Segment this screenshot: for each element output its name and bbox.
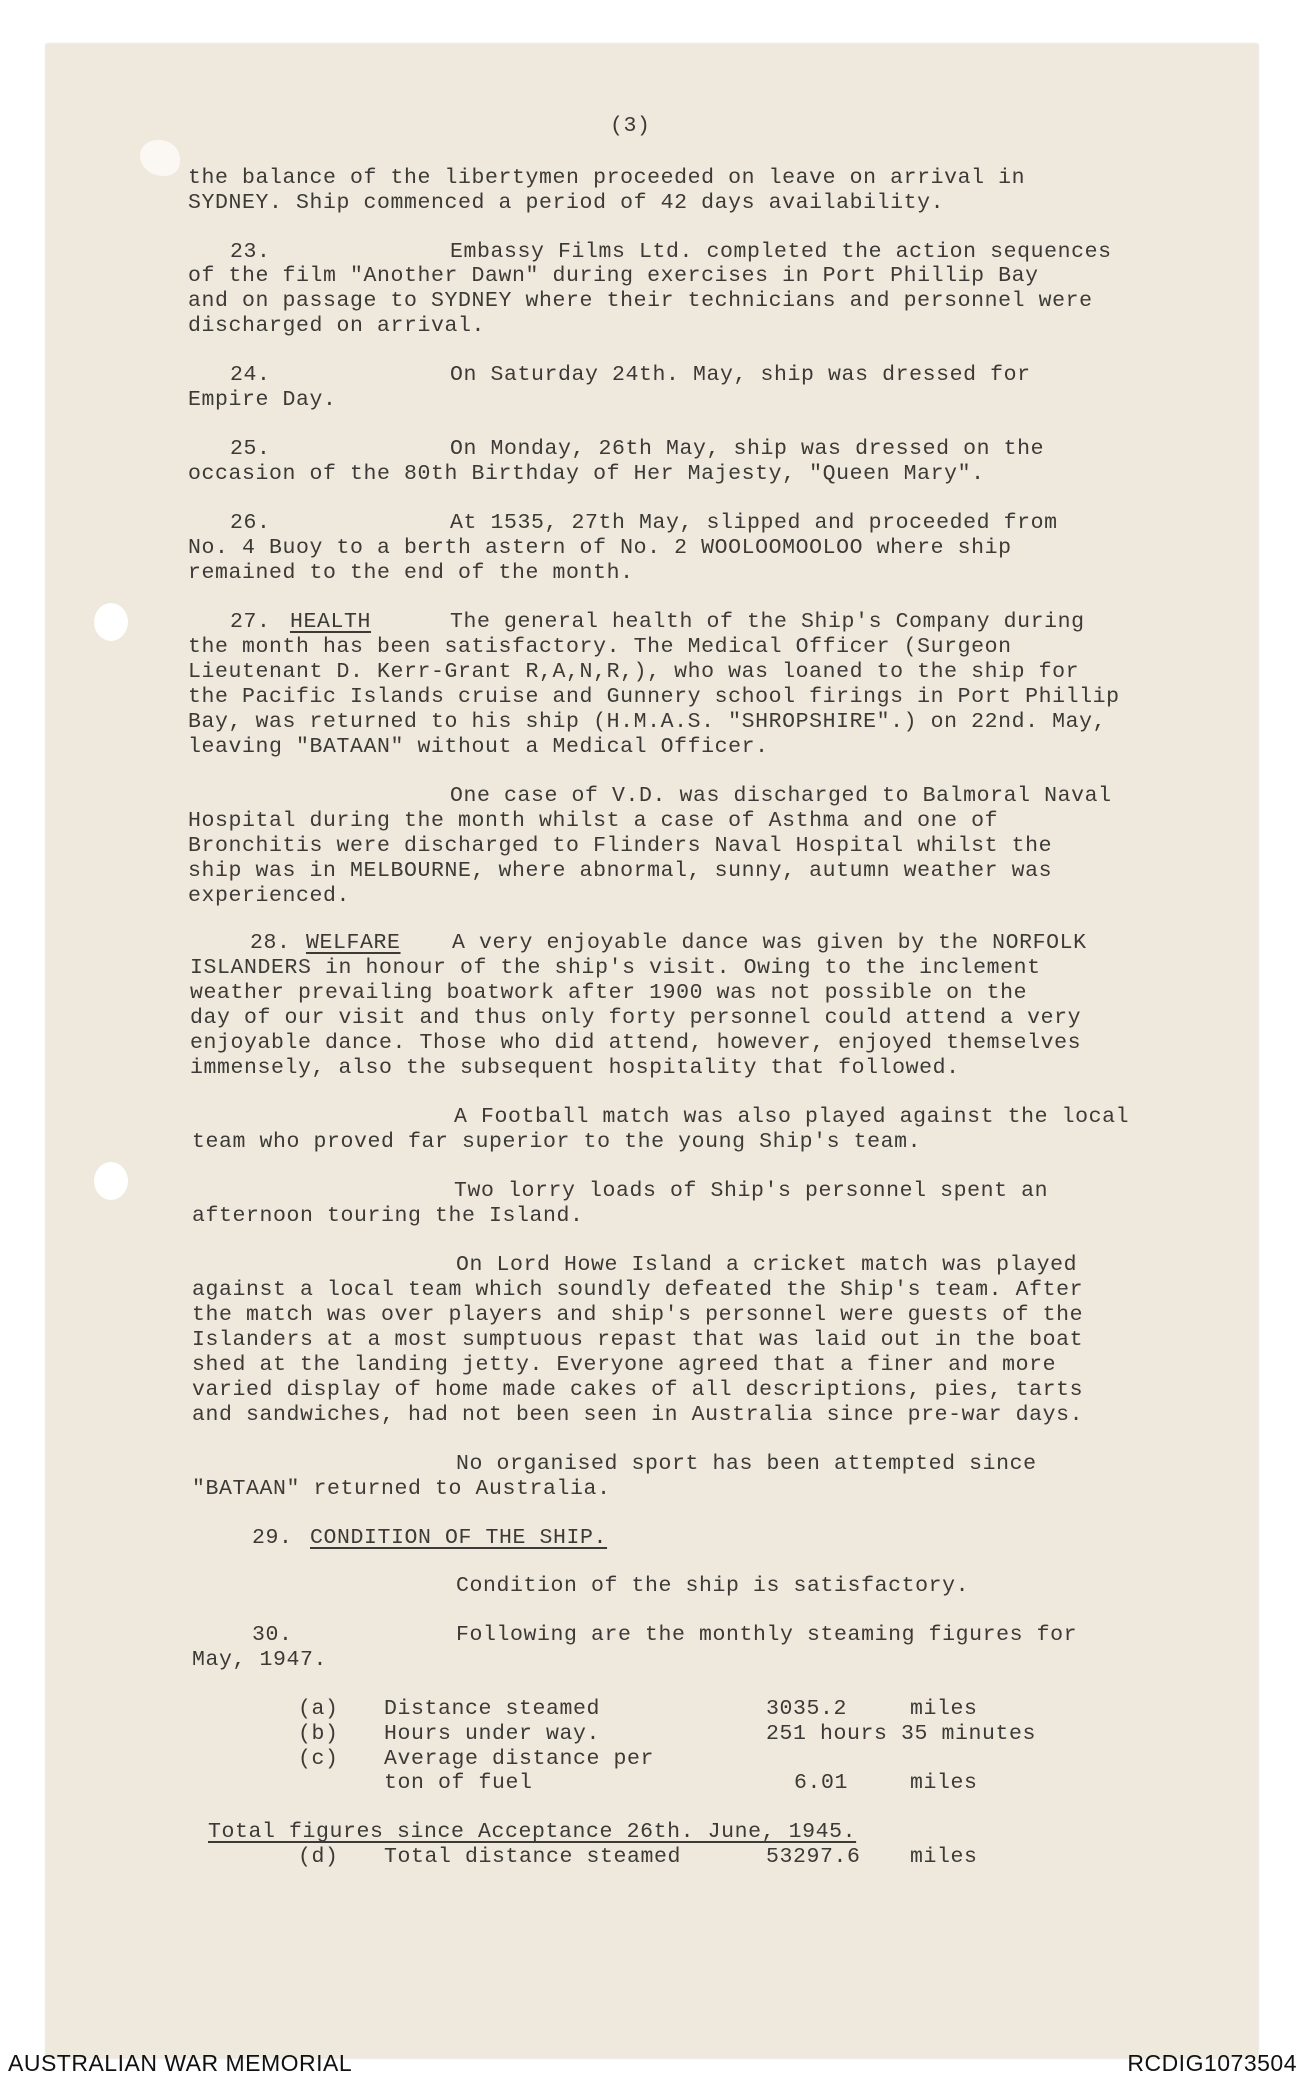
paragraph-number: 28. — [250, 931, 291, 955]
text-line: occasion of the 80th Birthday of Her Majesty, "Queen Mary". — [188, 462, 985, 486]
figure-value: 3035.2 — [766, 1697, 848, 1721]
text-line: remained to the end of the month. — [188, 561, 634, 585]
paragraph-number: 29. — [252, 1526, 293, 1550]
text-line: enjoyable dance. Those who did attend, however, enjoyed themselves — [190, 1031, 1082, 1055]
text-line: On Saturday 24th. May, ship was dressed for — [450, 363, 1031, 387]
text-line: May, 1947. — [192, 1648, 328, 1672]
list-marker: (a) — [298, 1697, 339, 1721]
figure-label: Total distance steamed — [384, 1845, 682, 1869]
text-line: A Football match was also played against the local — [454, 1105, 1130, 1129]
text-line: Condition of the ship is satisfactory. — [456, 1574, 970, 1598]
text-line: and on passage to SYDNEY where their technicians and personnel were — [188, 289, 1093, 313]
figure-label: Distance steamed — [384, 1697, 601, 1721]
text-line: Islanders at a most sumptuous repast that was laid out in the boat — [192, 1328, 1084, 1352]
text-line: No organised sport has been attempted since — [456, 1452, 1037, 1476]
paragraph-number: 23. — [230, 240, 271, 264]
text-line: varied display of home made cakes of all descriptions, pies, tarts — [192, 1378, 1084, 1402]
section-heading-health: HEALTH — [290, 610, 372, 634]
figure-label: ton of fuel — [384, 1771, 533, 1795]
text-line: Bronchitis were discharged to Flinders Naval Hospital whilst the — [188, 834, 1053, 858]
text-line: No. 4 Buoy to a berth astern of No. 2 WOOLOOMOOLOO where ship — [188, 536, 1012, 560]
text-line: Empire Day. — [188, 388, 337, 412]
text-line: Following are the monthly steaming figures for — [456, 1623, 1078, 1647]
text-line: "BATAAN" returned to Australia. — [192, 1477, 611, 1501]
text-line: experienced. — [188, 884, 351, 908]
text-line: and sandwiches, had not been seen in Australia since pre-war days. — [192, 1403, 1084, 1427]
text-line: weather prevailing boatwork after 1900 was not possible on the — [190, 981, 1028, 1005]
text-line: team who proved far superior to the young Ship's team. — [192, 1130, 922, 1154]
text-line: On Lord Howe Island a cricket match was played — [456, 1253, 1078, 1277]
footer-credit: AUSTRALIAN WAR MEMORIAL — [8, 2050, 353, 2076]
text-line: SYDNEY. Ship commenced a period of 42 days availability. — [188, 191, 945, 215]
text-line: shed at the landing jetty. Everyone agreed that a finer and more — [192, 1353, 1057, 1377]
text-line: Lieutenant D. Kerr-Grant R,A,N,R,), who was loaned to the ship for — [188, 660, 1080, 684]
text-line: Two lorry loads of Ship's personnel spent an — [454, 1179, 1049, 1203]
text-line: ship was in MELBOURNE, where abnormal, sunny, autumn weather was — [188, 859, 1053, 883]
list-marker: (d) — [298, 1845, 339, 1869]
footer-reference: RCDIG1073504 — [1127, 2050, 1297, 2076]
paragraph-number: 30. — [252, 1623, 293, 1647]
text-line: One case of V.D. was discharged to Balmoral Naval — [450, 784, 1112, 808]
figure-label: Hours under way. — [384, 1722, 601, 1746]
paragraph-number: 27. — [230, 610, 271, 634]
text-line: At 1535, 27th May, slipped and proceeded from — [450, 511, 1058, 535]
text-line: of the film "Another Dawn" during exercises in Port Phillip Bay — [188, 264, 1039, 288]
figure-value: 251 hours 35 minutes — [766, 1722, 1037, 1746]
figure-value: 6.01 — [794, 1771, 849, 1795]
punch-hole-top — [94, 603, 128, 641]
text-line: immensely, also the subsequent hospitality that followed. — [190, 1056, 960, 1080]
text-line: ISLANDERS in honour of the ship's visit. Owing to the inclement — [190, 956, 1041, 980]
text-line: Embassy Films Ltd. completed the action sequences — [450, 240, 1112, 264]
text-line: day of our visit and thus only forty personnel could attend a very — [190, 1006, 1082, 1030]
section-heading-condition: CONDITION OF THE SHIP. — [310, 1526, 608, 1550]
text-line: the Pacific Islands cruise and Gunnery school firings in Port Phillip — [188, 685, 1120, 709]
paragraph-number: 25. — [230, 437, 271, 461]
total-figures-heading: Total figures since Acceptance 26th. June, 1945. — [208, 1820, 857, 1844]
text-line: On Monday, 26th May, ship was dressed on the — [450, 437, 1045, 461]
paragraph-number: 24. — [230, 363, 271, 387]
text-line: Bay, was returned to his ship (H.M.A.S. "SHROPSHIRE".) on 22nd. May, — [188, 710, 1107, 734]
list-marker: (c) — [298, 1747, 339, 1771]
text-line: leaving "BATAAN" without a Medical Officer. — [188, 735, 769, 759]
punch-hole-bottom — [94, 1162, 128, 1200]
text-line: the match was over players and ship's personnel were guests of the — [192, 1303, 1084, 1327]
figure-unit: miles — [910, 1697, 978, 1721]
list-marker: (b) — [298, 1722, 339, 1746]
figure-unit: miles — [910, 1771, 978, 1795]
text-line: The general health of the Ship's Company during — [450, 610, 1085, 634]
text-line: against a local team which soundly defeated the Ship's team. After — [192, 1278, 1084, 1302]
figure-unit: miles — [910, 1845, 978, 1869]
text-line: afternoon touring the Island. — [192, 1204, 584, 1228]
figure-label: Average distance per — [384, 1747, 655, 1771]
paragraph-number: 26. — [230, 511, 271, 535]
text-line: Hospital during the month whilst a case of Asthma and one of — [188, 809, 999, 833]
text-line: discharged on arrival. — [188, 314, 486, 338]
section-heading-welfare: WELFARE — [306, 931, 401, 955]
text-line: the month has been satisfactory. The Medical Officer (Surgeon — [188, 635, 1012, 659]
figure-value: 53297.6 — [766, 1845, 861, 1869]
page-number: (3) — [610, 114, 651, 138]
text-line: the balance of the libertymen proceeded on leave on arrival in — [188, 166, 1026, 190]
text-line: A very enjoyable dance was given by the NORFOLK — [452, 931, 1087, 955]
